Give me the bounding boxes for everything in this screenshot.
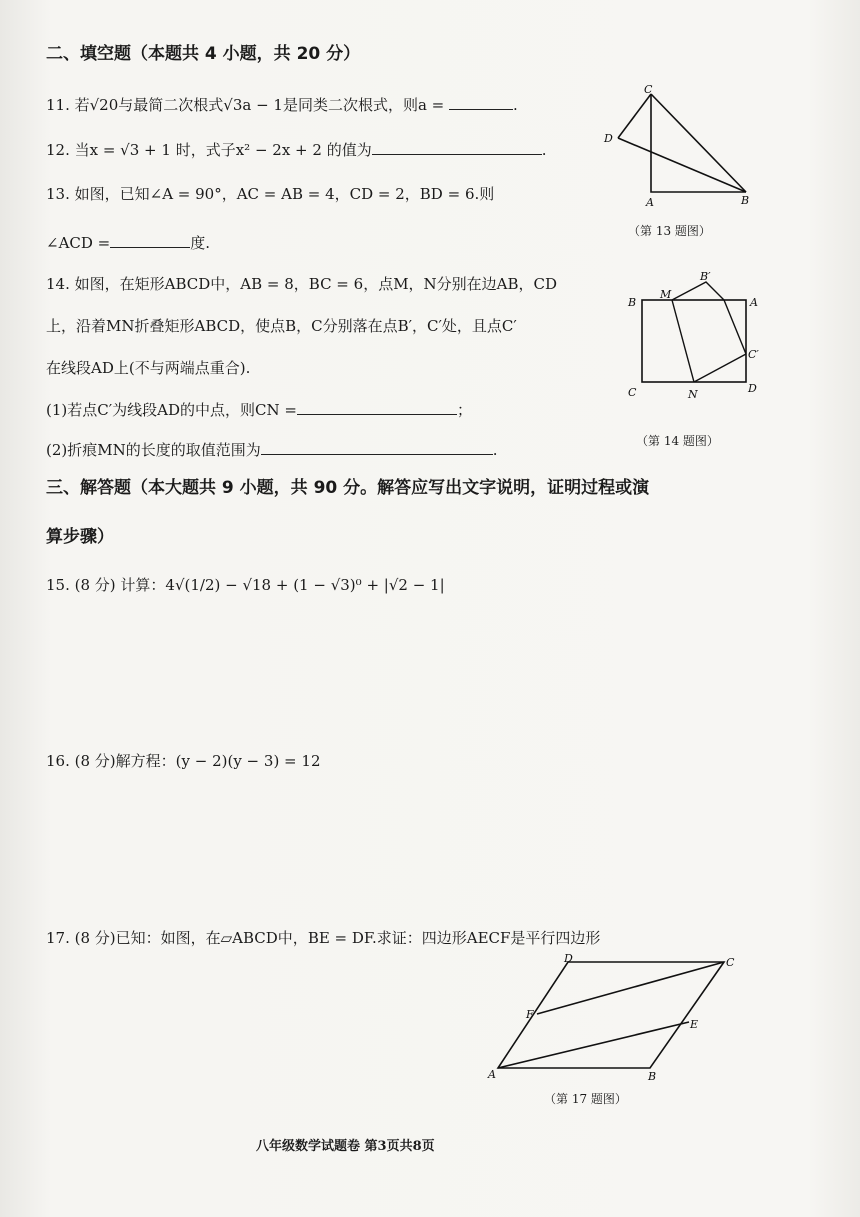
fig17-label-a: A xyxy=(488,1068,496,1081)
question-13-line2 xyxy=(46,233,210,253)
q14-part1-post: ； xyxy=(456,401,472,419)
fig13-label-a: A xyxy=(646,196,654,209)
fig17-label-b: B xyxy=(648,1070,657,1083)
fig14-label-c: C xyxy=(628,386,637,399)
section2-heading: 二、填空题（本题共 4 小题，共 20 分） xyxy=(46,44,361,64)
figure-13-diagram xyxy=(596,82,766,212)
question-13-line1: 13. 如图，已知∠A = 90°，AC = AB = 4，CD = 2，BD = 6.则 xyxy=(46,185,495,203)
q11-blank[interactable] xyxy=(449,95,513,110)
fig14-label-n: N xyxy=(688,388,698,401)
figure-14-caption: （第 14 题图） xyxy=(636,434,719,448)
fig13-line-cd xyxy=(618,94,651,138)
fig14-folded-top xyxy=(672,282,724,300)
question-14-line2: 上，沿着MN折叠矩形ABCD，使点B，C分别落在点B′，C′处，且点C′ xyxy=(46,317,517,335)
fig17-label-f: F xyxy=(526,1008,534,1021)
q13-post: 度. xyxy=(190,234,211,252)
fig17-line-ae xyxy=(498,1022,689,1068)
fig17-label-e: E xyxy=(690,1018,699,1031)
figure-14-diagram xyxy=(620,266,770,406)
fig17-label-d: D xyxy=(564,952,573,965)
question-11 xyxy=(46,95,518,115)
question-14-line3: 在线段AD上(不与两端点重合). xyxy=(46,359,251,377)
figure-17-caption: （第 17 题图） xyxy=(544,1092,627,1106)
fig17-label-c: C xyxy=(726,956,735,969)
q14-part2-text: (2)折痕MN的长度的取值范围为 xyxy=(46,441,261,459)
q14-part2-blank[interactable] xyxy=(261,440,493,455)
q14-part1-blank[interactable] xyxy=(297,400,457,415)
q12-post: . xyxy=(541,141,547,159)
q13-blank[interactable] xyxy=(110,233,190,248)
fig13-label-b: B xyxy=(741,194,750,207)
figure-17-diagram xyxy=(484,950,754,1090)
q11-text: 11. 若√20与最简二次根式√3a − 1是同类二次根式，则a = xyxy=(46,96,450,114)
fig13-label-c: C xyxy=(644,83,653,96)
section3-heading-line2: 算步骤） xyxy=(46,527,114,547)
fig14-rectangle xyxy=(642,300,746,382)
question-14-part1 xyxy=(46,400,472,420)
section3-heading-line1: 三、解答题（本大题共 9 小题，共 90 分。解答应写出文字说明，证明过程或演 xyxy=(46,478,650,498)
q13-text: ∠ACD = xyxy=(46,234,111,252)
question-17: 17. (8 分)已知：如图，在▱ABCD中，BE = DF.求证：四边形AECF是平行四边形 xyxy=(46,929,601,947)
fig14-label-b-prime: B′ xyxy=(700,270,711,283)
question-14-part2 xyxy=(46,440,498,460)
q12-text: 12. 当x = √3 + 1 时，式子x² − 2x + 2 的值为 xyxy=(46,141,372,159)
fig14-crease-mn xyxy=(672,300,694,382)
fig14-fold-b2c2 xyxy=(724,300,746,354)
q14-part2-post: . xyxy=(492,441,498,459)
fig13-line-db xyxy=(618,138,746,192)
question-16: 16. (8 分)解方程：(y − 2)(y − 3) = 12 xyxy=(46,752,321,770)
fig13-label-d: D xyxy=(604,132,613,145)
q11-post: . xyxy=(513,96,518,114)
q14-part1-text: (1)若点C′为线段AD的中点，则CN = xyxy=(46,401,297,419)
page-footer: 八年级数学试题卷 第3页共8页 xyxy=(256,1139,435,1154)
fig14-label-d: D xyxy=(748,382,757,395)
question-15: 15. (8 分) 计算：4√(1/2) − √18 + (1 − √3)⁰ + |√2 − 1| xyxy=(46,576,445,594)
figure-13-caption: （第 13 题图） xyxy=(628,224,711,238)
fig14-label-m: M xyxy=(660,288,672,301)
fig17-line-fc xyxy=(537,962,724,1014)
fig14-label-a: A xyxy=(750,296,758,309)
question-14-line1: 14. 如图，在矩形ABCD中，AB = 8，BC = 6，点M，N分别在边AB，CD xyxy=(46,275,558,293)
q12-blank[interactable] xyxy=(372,140,542,155)
question-12 xyxy=(46,140,546,160)
fig13-line-cb xyxy=(651,94,746,192)
fig14-fold-nc2 xyxy=(694,354,746,382)
fig14-label-b: B xyxy=(628,296,637,309)
fig14-label-c-prime: C′ xyxy=(748,348,759,361)
